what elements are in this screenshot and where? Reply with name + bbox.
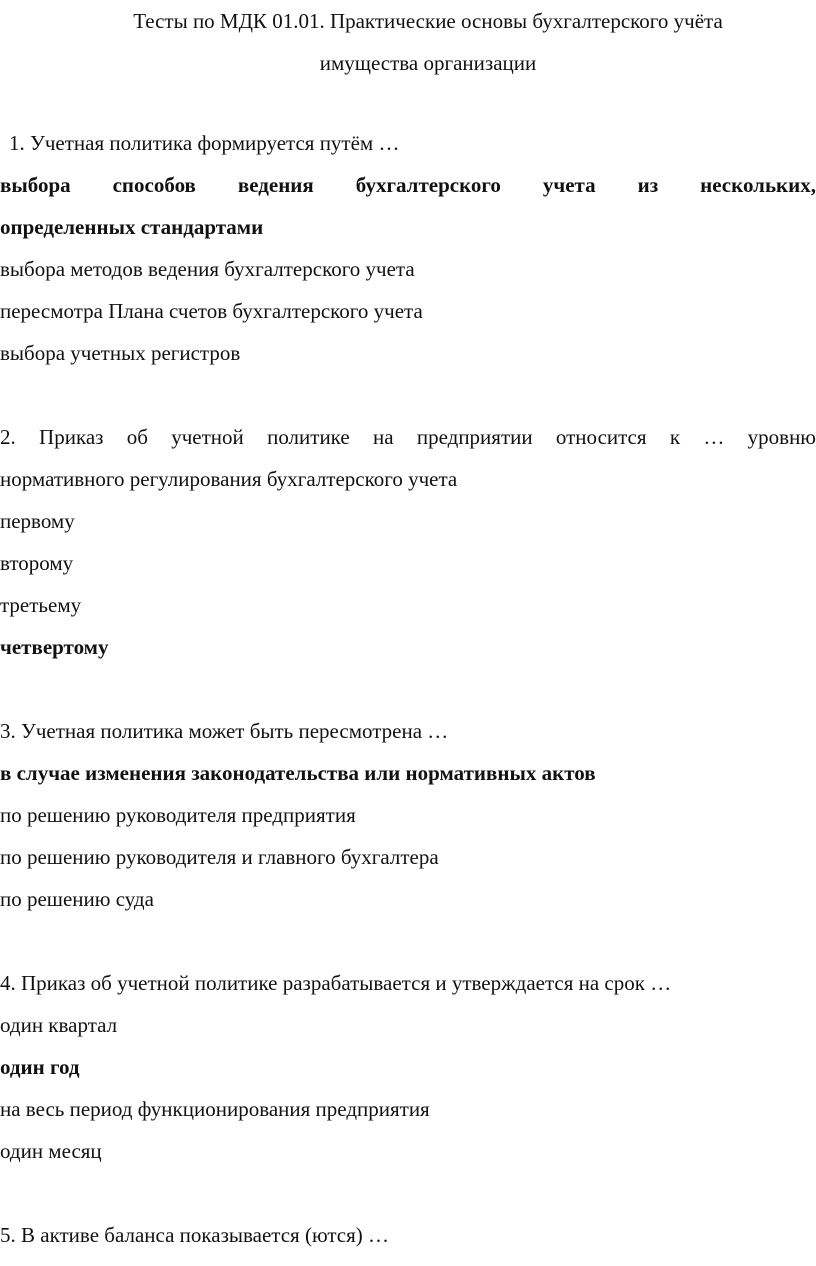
question-3	[0, 710, 816, 920]
answer-option: по решению руководителя и главного бухгалтера	[0, 845, 439, 869]
question-2	[0, 416, 816, 668]
question-5	[0, 1214, 816, 1256]
answer-option: пересмотра Плана счетов бухгалтерского учета	[0, 299, 423, 323]
answer-option: один квартал	[0, 1013, 118, 1037]
answer-option: выбора методов ведения бухгалтерского учета	[0, 257, 415, 281]
document-title	[0, 0, 816, 84]
answer-option: на весь период функционирования предприятия	[0, 1097, 430, 1121]
answer-option: второму	[0, 551, 74, 575]
question-text-line-2: нормативного регулирования бухгалтерского учета	[0, 467, 458, 491]
answer-correct-line-2: определенных стандартами	[0, 215, 264, 239]
answer-option: третьему	[0, 593, 82, 617]
title-line-1: Тесты по МДК 01.01. Практические основы бухгалтерского учёта	[133, 9, 723, 33]
answer-correct-line-1: выбора способов ведения бухгалтерского учета из нескольких,	[0, 173, 816, 197]
answer-option: один месяц	[0, 1139, 102, 1163]
answer-option: выбора учетных регистров	[0, 341, 241, 365]
question-4	[0, 962, 816, 1172]
question-text-line-1: 2. Приказ об учетной политике на предприятии относится к … уровню	[0, 425, 816, 449]
question-text: 5. В активе баланса показывается (ются) …	[0, 1223, 390, 1247]
question-1	[0, 122, 816, 374]
answer-correct: четвертому	[0, 635, 109, 659]
answer-option: первому	[0, 509, 75, 533]
answer-correct: в случае изменения законодательства или нормативных актов	[0, 761, 596, 785]
question-text: 1. Учетная политика формируется путём …	[9, 131, 400, 155]
answer-option: по решению руководителя предприятия	[0, 803, 356, 827]
question-text: 4. Приказ об учетной политике разрабатывается и утверждается на срок …	[0, 971, 672, 995]
answer-correct: один год	[0, 1055, 80, 1079]
answer-option: по решению суда	[0, 887, 154, 911]
question-text: 3. Учетная политика может быть пересмотрена …	[0, 719, 449, 743]
title-line-2: имущества организации	[319, 51, 537, 75]
